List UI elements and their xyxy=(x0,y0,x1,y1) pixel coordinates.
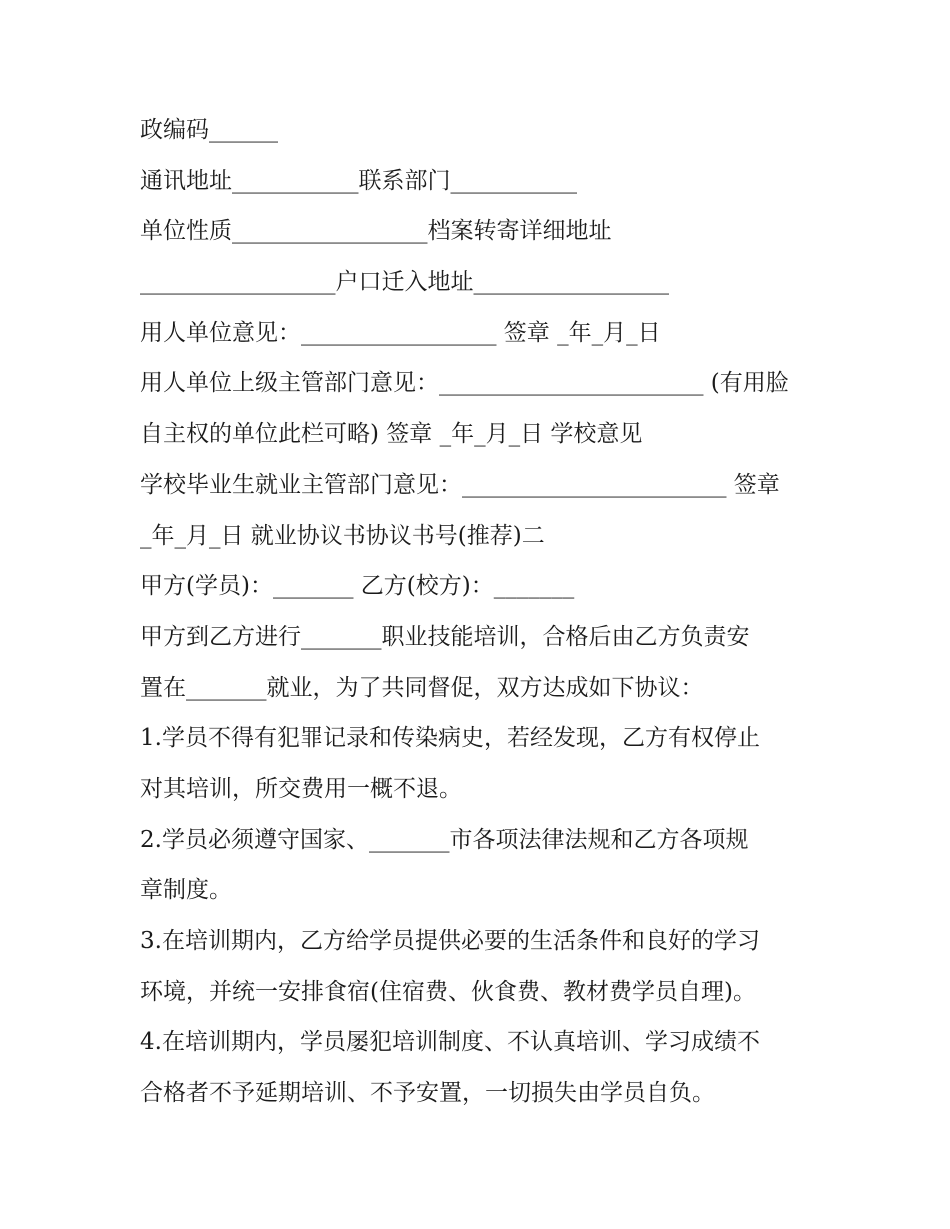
text-line-clause-3a: 3.在培训期内，乙方给学员提供必要的生活条件和良好的学习 xyxy=(140,928,760,954)
text-line-agreement-title: _年_月_日 就业协议书协议书号(推荐)二 xyxy=(140,522,545,549)
text-line-clause-1a: 1.学员不得有犯罪记录和传染病史，若经发现，乙方有权停止 xyxy=(140,725,760,752)
text-line-postal-code: 政编码______ xyxy=(140,117,278,143)
text-line-preamble-1: 甲方到乙方进行_______职业技能培训，合格后由乙方负责安 xyxy=(140,623,750,650)
text-line-clause-3b: 环境，并统一安排食宿(住宿费、伙食费、教材费学员自理)。 xyxy=(140,978,756,1005)
text-line-parties: 甲方(学员)：_______ 乙方(校方)：_______ xyxy=(140,573,575,600)
text-line-superior-opinion: 用人单位上级主管部门意见：_______________________ (有用脸 xyxy=(140,370,789,397)
text-line-clause-4b: 合格者不予延期培训、不予安置，一切损失由学员自负。 xyxy=(140,1080,715,1107)
text-line-clause-2b: 章制度。 xyxy=(140,877,232,904)
text-line-hukou-address: _________________户口迁入地址_________________ xyxy=(140,269,669,296)
document-body xyxy=(140,105,830,1119)
text-line-autonomy-note: 自主权的单位此栏可略) 签章 _年_月_日 学校意见 xyxy=(140,421,643,448)
text-line-school-opinion: 学校毕业生就业主管部门意见：_______________________ 签章 xyxy=(140,471,780,498)
text-line-clause-2a: 2.学员必须遵守国家、_______市各项法律法规和乙方各项规 xyxy=(140,826,749,853)
text-line-employer-opinion: 用人单位意见：_________________ 签章 _年_月_日 xyxy=(140,319,661,346)
text-line-preamble-2: 置在_______就业，为了共同督促，双方达成如下协议： xyxy=(140,674,704,701)
text-line-clause-1b: 对其培训，所交费用一概不退。 xyxy=(140,775,462,802)
text-line-unit-nature: 单位性质_________________档案转寄详细地址 xyxy=(140,218,612,245)
text-line-address-department: 通讯地址___________联系部门___________ xyxy=(140,167,577,194)
text-line-clause-4a: 4.在培训期内，学员屡犯培训制度、不认真培训、学习成绩不 xyxy=(140,1029,760,1056)
